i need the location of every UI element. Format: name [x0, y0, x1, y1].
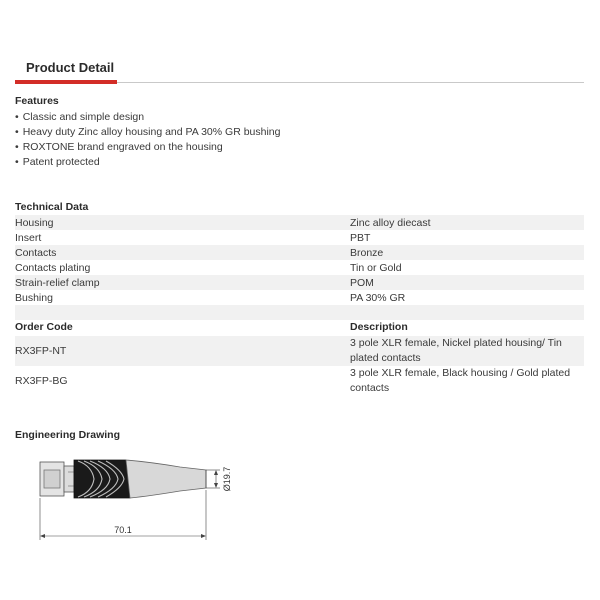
- table-row: [15, 245, 584, 260]
- spec-label: Contacts plating: [15, 261, 91, 274]
- spec-value: PA 30% GR: [350, 291, 406, 304]
- feature-item: • Patent protected: [15, 155, 280, 170]
- order-code-heading: Order Code: [15, 321, 73, 333]
- table-row: [15, 260, 584, 275]
- spec-label: Insert: [15, 231, 42, 244]
- table-row: [15, 275, 584, 290]
- feature-item: • Heavy duty Zinc alloy housing and PA 30% GR bushing: [15, 125, 280, 140]
- features-list: [15, 110, 280, 170]
- length-dimension-label: 70.1: [114, 525, 132, 535]
- order-code: RX3FP-NT: [15, 345, 67, 357]
- table-row-spacer: [15, 305, 584, 320]
- order-table: [15, 336, 584, 396]
- spec-value: Bronze: [350, 246, 384, 259]
- spec-value: Tin or Gold: [350, 261, 402, 274]
- technical-table: [15, 215, 584, 320]
- technical-heading: Technical Data: [15, 201, 89, 213]
- connector-bushing: [126, 460, 206, 498]
- features-heading: Features: [15, 95, 59, 107]
- table-row: [15, 366, 584, 396]
- spec-value: POM: [350, 276, 374, 289]
- spec-label: Housing: [15, 216, 54, 229]
- engineering-drawing: [30, 440, 250, 550]
- connector-collar: [64, 466, 74, 492]
- order-header: [15, 321, 584, 333]
- feature-item: • Classic and simple design: [15, 110, 280, 125]
- table-row: [15, 230, 584, 245]
- order-description: 3 pole XLR female, Black housing / Gold plated contacts: [350, 367, 571, 394]
- spec-label: Bushing: [15, 291, 53, 304]
- spec-value: Zinc alloy diecast: [350, 216, 431, 229]
- table-row: [15, 290, 584, 305]
- order-description: 3 pole XLR female, Nickel plated housing/ Tin plated contacts: [350, 337, 562, 364]
- spec-value: PBT: [350, 231, 371, 244]
- page-header: [15, 60, 584, 87]
- description-heading: Description: [350, 321, 408, 333]
- drawing-heading: Engineering Drawing: [15, 429, 121, 441]
- feature-item: • ROXTONE brand engraved on the housing: [15, 140, 280, 155]
- page-title: Product Detail: [26, 60, 115, 75]
- title-underline: [15, 79, 584, 87]
- order-code: RX3FP-BG: [15, 375, 68, 387]
- spec-label: Contacts: [15, 246, 57, 259]
- spec-label: Strain-relief clamp: [15, 276, 100, 289]
- title-rule-accent: [15, 80, 117, 84]
- table-row: [15, 215, 584, 230]
- diameter-dimension-label: Ø19.7: [222, 466, 232, 492]
- table-row: [15, 336, 584, 366]
